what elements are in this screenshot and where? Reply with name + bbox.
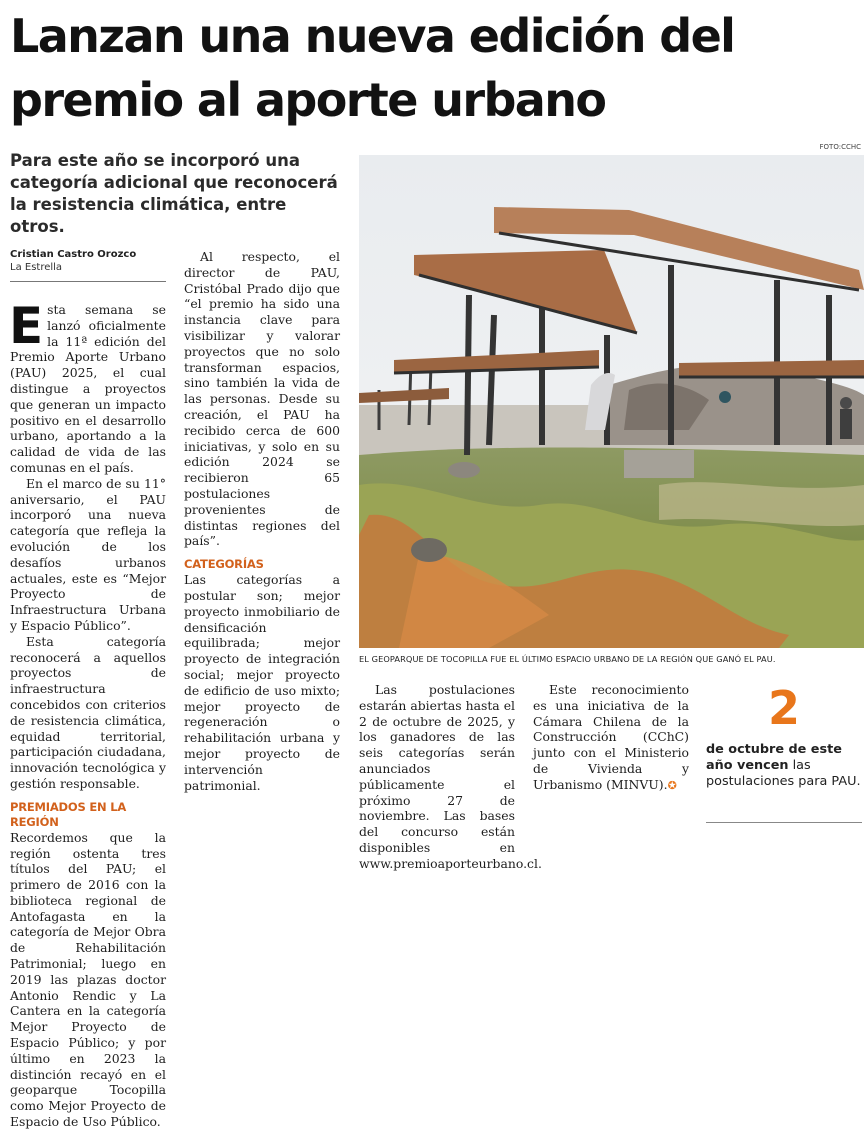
paragraph-8: Este reconocimiento es una iniciativa de la Cámara Chilena de la Construcción (CChC) junto con el Ministerio de Vivienda y Urbanismo (MINVU).✪ (533, 682, 689, 792)
section-heading-premiados: PREMIADOS EN LA REGIÓN (10, 799, 127, 829)
section-heading-categorias: CATEGORÍAS (184, 557, 264, 572)
headline: Lanzan una nueva edición del premio al aporte urbano (10, 9, 735, 127)
paragraph-5: Al respecto, el director de PAU, Cristóbal Prado dijo que “el premio ha sido una instancia clave para visibilizar y valorar proyectos que no solo transforman espacios, sino también la vida de las personas. Desde su creación, el PAU ha recibido cerca de 600 iniciativas, y solo en su edición 2024 se recibieron 65 postulaciones provenientes de distintas regiones del país”. (184, 249, 340, 549)
text-column-4 (533, 682, 689, 858)
callout-rule (706, 822, 862, 823)
paragraph-7: Las postulaciones estarán abiertas hasta el 2 de octubre de 2025, y los ganadores de las seis categorías serán anunciados públicamente el próximo 27 de noviembre. Las bases del concurso están disponibles en www.premioaporteurbano.cl. (359, 682, 542, 871)
article-photo (359, 155, 864, 648)
dropcap: E (9, 297, 44, 355)
end-mark-icon: ✪ (667, 778, 677, 792)
text-column-3 (359, 682, 542, 871)
geopark-illustration (359, 155, 864, 648)
callout-box (706, 682, 862, 790)
photo-caption: EL GEOPARQUE DE TOCOPILLA FUE EL ÚLTIMO ESPACIO URBANO DE LA REGIÓN QUE GANÓ EL PAU. (359, 654, 776, 664)
paragraph-4: Recordemos que la región ostenta tres títulos del PAU; el primero de 2016 con la biblioteca regional de Antofagasta en la categoría de Mejor Obra de Rehabilitación Patrimonial; luego en 2019 las plazas doctor Antonio Rendic y La Cantera en la categoría Mejor Proyecto de Espacio Público; y por último en 2023 la distinción recayó en el geoparque Tocopilla como Mejor Proyecto de Espacio de Uso Público. (10, 829, 166, 1130)
callout-text-bold: de octubre de este año vencen (706, 742, 842, 773)
byline (10, 248, 166, 274)
intro-paragraph: Esta semana se lanzó oficialmente la 11ª edición del Premio Aporte Urbano (PAU) 2025, el cual distingue a proyectos que generan un impacto positivo en el desarrollo urbano, aportando a la calidad de vida de las comunas en el país. (9, 297, 166, 475)
text-column-1 (9, 297, 166, 1130)
text-column-2 (184, 249, 340, 855)
callout-text (706, 742, 862, 790)
paragraph-2: En el marco de su 11° aniversario, el PAU incorporó una nueva categoría que refleja la evolución de los desafíos urbanos actuales, este es “Mejor Proyecto de Infraestructura Urbana y Espacio Público”. (10, 475, 166, 633)
callout-number: 2 (767, 681, 800, 735)
byline-rule (10, 281, 166, 282)
paragraph-3: Esta categoría reconocerá a aquellos proyectos de infraestructura concebidos con criterios de resistencia climática, equidad territorial, participación ciudadana, innovación tecnológica y gestión responsable. (10, 633, 166, 791)
lede: Para este año se incorporó una categoría adicional que reconocerá la resistencia climática, entre otros. (10, 151, 338, 236)
photo-credit: FOTO:CCHC (819, 143, 861, 151)
callout-text-rest: las postulaciones para PAU. (706, 758, 861, 789)
author-name: Cristian Castro Orozco (10, 249, 137, 260)
paragraph-6: Las categorías a postular son; mejor proyecto inmobiliario de densificación equilibrada; mejor proyecto de integración social; mejor proyecto de edificio de uso mixto; mejor proyecto de regeneración o rehabilitación urbana y mejor proyecto de intervención patrimonial. (184, 572, 340, 793)
outlet-name: La Estrella (10, 262, 63, 273)
